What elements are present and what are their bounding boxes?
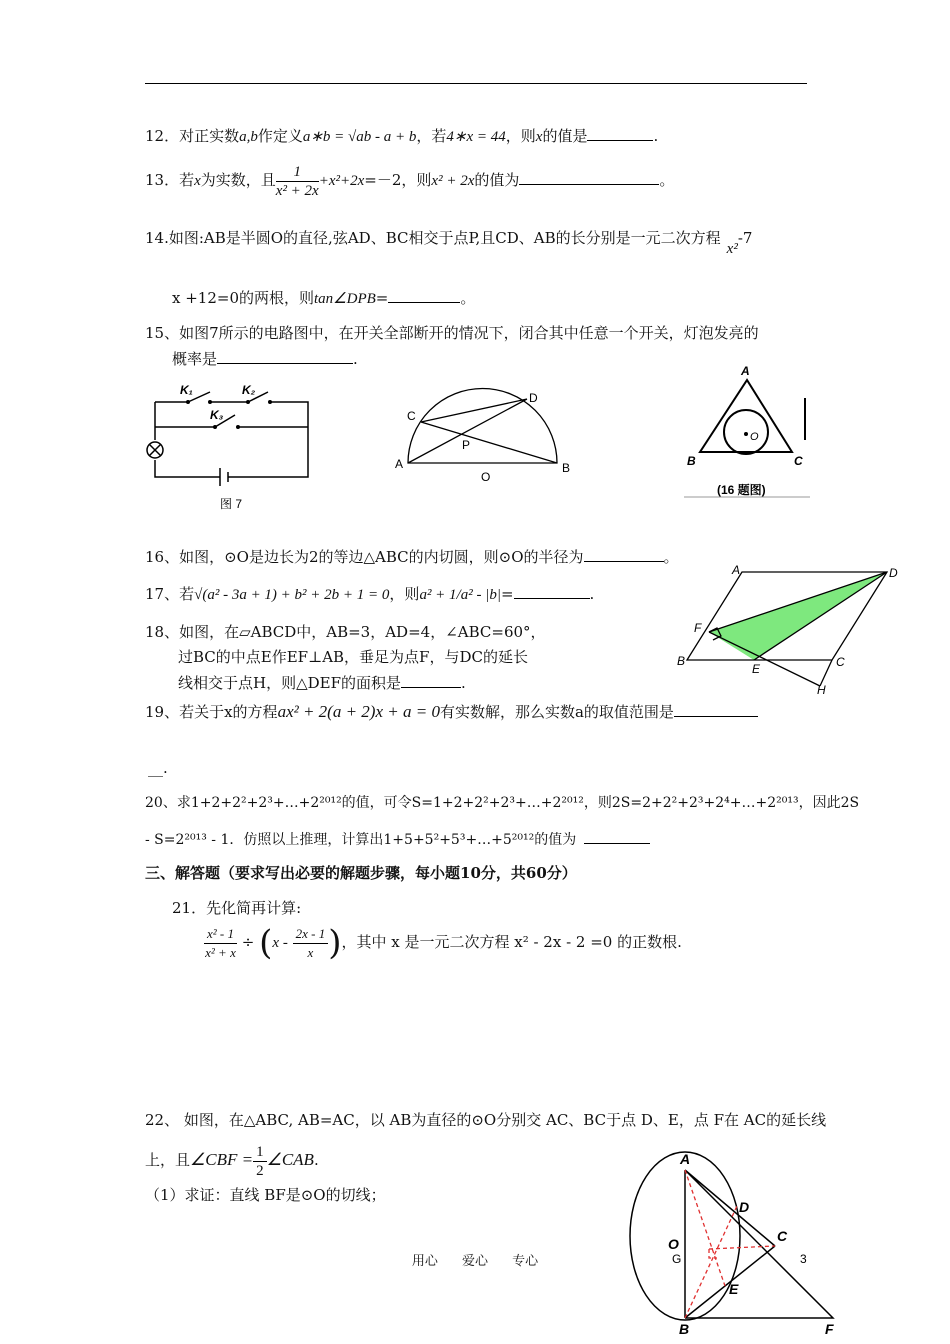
label-f: F (694, 621, 702, 635)
answer-blank[interactable] (401, 673, 461, 688)
q17-eq2: = (500, 585, 514, 603)
question-15-line2 (172, 349, 358, 369)
label-b: B (687, 454, 696, 468)
q21-fraction-2 (293, 925, 329, 962)
q19-equation: ax² + 2(a + 2)x + a = 0 (277, 702, 440, 721)
q18-end: . (461, 674, 466, 692)
q13-tail: 的值为 (474, 171, 520, 189)
q18-line2: 过BC的中点E作EF⊥AB，垂足为点F，与DC的延长 (178, 648, 528, 666)
q17-end: . (589, 585, 595, 603)
q18-line1: 18、如图，在▱ABCD中，AB=3，AD=4，∠ABC=60°， (145, 623, 546, 641)
q19-pre: 19、若关于x的方程 (145, 703, 278, 721)
q13-fraction (276, 163, 319, 200)
q17-pre: 17、若 (145, 585, 195, 603)
label-a: A (680, 1151, 691, 1167)
label-c: C (794, 454, 803, 468)
q22-angle-right: ∠CAB (266, 1150, 314, 1169)
answer-blank[interactable] (587, 126, 653, 141)
q22-half-den: 2 (256, 1162, 264, 1179)
q21-line1: 21．先化简再计算: (172, 899, 302, 917)
label-o: O (668, 1236, 679, 1252)
question-19 (145, 702, 758, 722)
q14-tan: tan∠DPB (314, 291, 376, 307)
question-12 (145, 126, 658, 147)
circle-triangle-figure (625, 1148, 850, 1338)
label-e: E (729, 1281, 739, 1297)
label-k3: K₃ (210, 408, 224, 422)
q13-mid: 为实数，且 (200, 171, 276, 189)
q17-expr: a² + 1/a² - |b| (419, 587, 501, 603)
question-20-line1 (145, 793, 859, 813)
q12-definition: a∗b = √ab - a + b (302, 129, 417, 145)
q19-line2: __. (148, 759, 168, 777)
parallelogram-figure (672, 560, 907, 700)
q13-expr: x² + 2x (431, 173, 475, 189)
label-a: A (732, 563, 741, 577)
question-21-expression: $\frac{\text{x² - 1}}{\text{x² + x}}$ ÷ (x - $\frac{2x - 1}{x}$ )，其中 x 是一元二次方程 x² - 2x - 2 =0 的正数根. (205, 923, 682, 963)
q14-eq: = (375, 289, 389, 307)
label-c: C (836, 655, 845, 669)
q17-mid: ，则 (389, 585, 420, 603)
answer-blank[interactable] (514, 584, 590, 599)
question-18-line2 (178, 647, 528, 667)
question-19-line2 (148, 758, 168, 778)
q14-line1: 14.如图:AB是半圆O的直径,弦AD、BC相交于点P,且CD、AB的长分别是一元二次方程 (145, 229, 721, 247)
q12-end: . (653, 127, 659, 145)
label-f: F (825, 1321, 834, 1337)
label-c: C (777, 1228, 788, 1244)
question-22-line1 (145, 1110, 826, 1130)
question-22-sub1 (145, 1185, 386, 1205)
q12-cond-pre: ，若 (416, 127, 447, 145)
q13-frac-num: 1 (276, 163, 319, 182)
q13-frac-den: x² + 2x (275, 182, 319, 199)
q22-sub1: （1）求证：直线 BF是⊙O的切线； (145, 1186, 386, 1204)
header-rule (145, 83, 807, 84)
q12-ask: ，则 (505, 127, 536, 145)
fig7-caption: 图 7 (220, 497, 243, 511)
answer-blank[interactable] (388, 288, 460, 303)
answer-blank[interactable] (584, 547, 664, 562)
q19-tail: 有实数解，那么实数a的取值范围是 (439, 703, 674, 721)
label-o: O (481, 470, 491, 484)
label-c: C (407, 409, 416, 423)
label-d: D (529, 391, 538, 405)
q13-end: 。 (659, 171, 675, 189)
question-16 (145, 547, 679, 567)
label-d: D (739, 1199, 750, 1215)
q14-line2a: x +12=0的两根，则 (172, 289, 314, 307)
q20-line1: 20、求1+2+2²+2³+…+2²⁰¹²的值，可令S=1+2+2²+2³+…+2²⁰¹²，则2S=2+2²+2³+2⁴+…+2²⁰¹³，因此2S (145, 795, 860, 811)
label-k1: K₁ (180, 383, 193, 397)
q21-fraction-1 (204, 925, 237, 962)
q13-x: x (194, 173, 201, 189)
q17-equation: √(a² - 3a + 1) + b² + 2b + 1 = 0 (194, 587, 390, 603)
q12-text: 12．对正实数 (145, 127, 240, 145)
q16-text: 16、如图，⊙O是边长为2的等边△ABC的内切圆，则⊙O的半径为 (145, 548, 584, 566)
q14-x2: x² (726, 241, 738, 257)
question-13 (145, 160, 674, 201)
label-k2: K₂ (242, 383, 256, 397)
q13-ask: ，则 (401, 171, 432, 189)
page-footer (0, 1250, 950, 1269)
q20-line2: - S=2²⁰¹³ - 1．仿照以上推理，计算出1+5+5²+5³+…+5²⁰¹²的值为 (145, 832, 577, 848)
q21-paren-a: x - (272, 935, 288, 951)
q22-line1: 22、 如图，在△ABC, AB=AC，以 AB为直径的⊙O分别交 AC、BC于点 D、E，点 F在 AC的延长线 (145, 1111, 827, 1129)
answer-blank[interactable] (519, 170, 659, 185)
q12-condition: 4∗x = 44 (446, 129, 506, 145)
q15-line1: 15、如图7所示的电路图中，在开关全部断开的情况下，闭合其中任意一个开关，灯泡发亮的 (145, 324, 759, 342)
semicircle-figure (395, 386, 580, 486)
answer-blank[interactable] (674, 702, 758, 717)
label-d: D (889, 566, 898, 580)
q21-frac1-num: x² - 1 (204, 925, 237, 944)
question-18-line3 (178, 673, 466, 693)
label-a: A (741, 364, 750, 378)
q15-line2: 概率是 (172, 350, 218, 368)
sec3-title: 三、解答题（要求写出必要的解题步骤，每小题10分，共60分） (145, 864, 577, 882)
q21-tail: ，其中 x 是一元二次方程 x² - 2x - 2 =0 的正数根. (341, 933, 682, 951)
q22-end: . (313, 1151, 319, 1169)
answer-blank[interactable] (217, 349, 353, 364)
q12-x: x (535, 129, 543, 145)
question-22-line2 (145, 1140, 319, 1180)
q14-minus7: -7 (737, 229, 753, 247)
q15-end: . (353, 350, 358, 368)
question-18-line1 (145, 622, 546, 642)
q13-rest: +x²+2x (318, 173, 365, 189)
label-g: G (672, 1252, 682, 1266)
label-b: B (677, 654, 686, 668)
q13-eq: =－2 (364, 171, 402, 189)
label-o: O (750, 431, 759, 443)
label-3: 3 (800, 1252, 807, 1266)
q18-line3: 线相交于点H，则△DEF的面积是 (178, 674, 402, 692)
question-21-line1 (172, 898, 301, 918)
q21-frac2-num: 2x - 1 (293, 925, 329, 944)
incircle-figure (682, 360, 812, 500)
q14-end: 。 (460, 289, 476, 307)
shaded-triangle-def (709, 572, 887, 660)
q21-frac2-den: x (307, 944, 314, 960)
label-p: P (462, 438, 471, 452)
question-17 (145, 584, 594, 605)
question-14-line2 (172, 288, 475, 309)
question-20-line2 (145, 829, 650, 850)
label-b: B (679, 1321, 690, 1337)
q22-half (253, 1143, 267, 1180)
footer-text: 用心 爱心 专心 (411, 1254, 539, 1269)
q22-half-num: 1 (253, 1143, 267, 1162)
q12-tail: 的值是 (542, 127, 588, 145)
label-e: E (752, 662, 761, 676)
question-14-line1 (145, 228, 753, 257)
q16-end: 。 (663, 548, 679, 566)
q21-frac1-den: x² + x (205, 944, 236, 960)
q12-mid: 作定义 (257, 127, 303, 145)
q13-pre: 13．若 (145, 171, 195, 189)
circuit-figure (140, 382, 320, 517)
q12-vars: a,b (239, 129, 258, 145)
answer-blank[interactable] (584, 829, 650, 844)
label-b: B (562, 461, 571, 475)
label-h: H (817, 683, 826, 697)
q22-line2a: 上，且 (145, 1151, 191, 1169)
question-15-line1 (145, 323, 759, 343)
fig16-caption: (16 题图) (717, 483, 766, 497)
label-a: A (395, 457, 404, 471)
q22-angle-left: ∠CBF = (190, 1150, 254, 1169)
section-3-title (145, 863, 577, 883)
q21-div: ÷ (241, 933, 255, 951)
